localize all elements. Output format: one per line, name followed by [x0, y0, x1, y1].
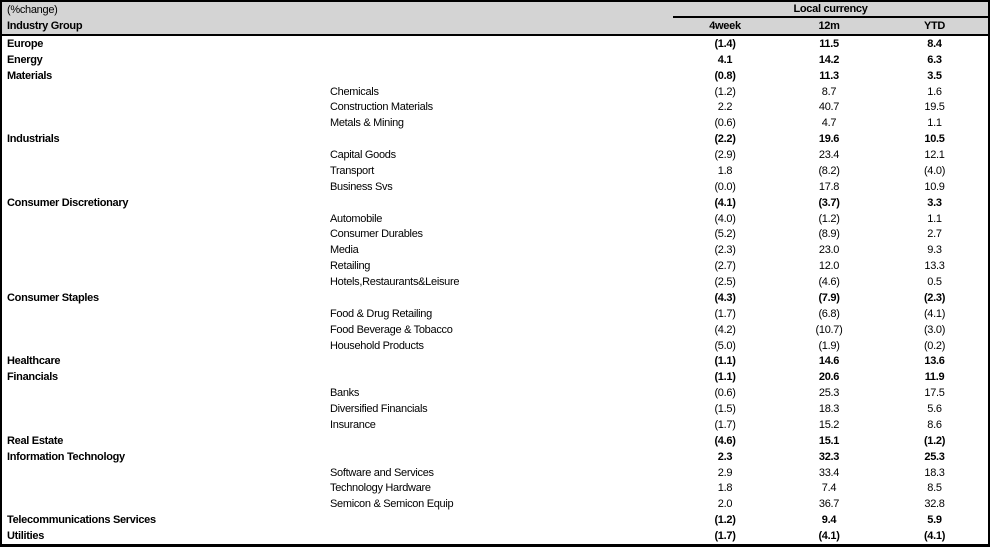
- table-header: [2, 2, 988, 36]
- sub-industry-row: [2, 227, 988, 243]
- row-label: Capital Goods: [330, 149, 396, 162]
- value-ytd: 17.5: [924, 387, 945, 400]
- industry-group-row: [2, 433, 988, 449]
- value-ytd: 6.3: [927, 53, 942, 66]
- sub-industry-row: [2, 306, 988, 322]
- value-ytd: 10.5: [924, 133, 945, 146]
- value-4week: (1.1): [714, 355, 736, 368]
- sub-industry-row: [2, 84, 988, 100]
- value-4week: (0.0): [714, 180, 736, 193]
- value-12m: 23.0: [818, 244, 840, 257]
- sub-industry-row: [2, 481, 988, 497]
- industry-group-row: [2, 354, 988, 370]
- value-ytd: (4.0): [923, 164, 946, 177]
- value-ytd: 0.5: [927, 276, 942, 289]
- industry-group-row: [2, 195, 988, 211]
- sub-industry-row: [2, 401, 988, 417]
- value-4week: (5.2): [714, 228, 736, 241]
- value-ytd: 13.6: [924, 355, 945, 368]
- value-12m: 19.6: [818, 133, 840, 146]
- row-label: Insurance: [330, 418, 376, 431]
- row-label: Retailing: [330, 260, 371, 273]
- row-label: Metals & Mining: [330, 117, 404, 130]
- value-ytd: 2.7: [927, 228, 942, 241]
- value-4week: (0.8): [714, 69, 736, 82]
- value-ytd: (0.2): [923, 339, 946, 352]
- row-label: Banks: [330, 387, 360, 400]
- industry-group-row: [2, 512, 988, 528]
- industry-group-row: [2, 528, 988, 544]
- sub-industry-row: [2, 179, 988, 195]
- value-4week: (4.3): [714, 291, 736, 304]
- value-ytd: 1.1: [927, 117, 942, 130]
- value-12m: (6.8): [818, 307, 840, 320]
- value-ytd: (1.2): [923, 434, 946, 447]
- value-ytd: (2.3): [923, 291, 946, 304]
- value-ytd: 12.1: [924, 149, 945, 162]
- sub-industry-row: [2, 147, 988, 163]
- sub-industry-row: [2, 100, 988, 116]
- row-label: Real Estate: [7, 434, 64, 447]
- value-12m: (7.9): [818, 291, 840, 304]
- value-ytd: (4.1): [923, 530, 946, 543]
- value-4week: (1.4): [714, 37, 736, 50]
- value-4week: (1.7): [714, 418, 736, 431]
- row-label: Consumer Durables: [330, 228, 423, 241]
- value-4week: (1.5): [714, 403, 736, 416]
- value-12m: 20.6: [818, 371, 840, 384]
- value-12m: (3.7): [818, 196, 840, 209]
- industry-group-row: [2, 131, 988, 147]
- value-12m: (1.9): [818, 339, 840, 352]
- value-ytd: 32.8: [924, 498, 945, 511]
- value-4week: (2.7): [714, 260, 736, 273]
- value-4week: (4.1): [714, 196, 736, 209]
- value-4week: (2.2): [714, 133, 736, 146]
- value-12m: 15.2: [818, 418, 840, 431]
- value-ytd: (3.0): [923, 323, 946, 336]
- row-label: Hotels,Restaurants&Leisure: [330, 276, 460, 289]
- value-12m: 11.5: [819, 37, 839, 50]
- value-4week: 2.3: [717, 450, 733, 463]
- value-12m: (4.6): [818, 276, 840, 289]
- value-ytd: 10.9: [924, 180, 945, 193]
- value-12m: (8.2): [818, 164, 840, 177]
- value-4week: (4.2): [714, 323, 736, 336]
- value-ytd: (4.1): [923, 307, 946, 320]
- value-4week: (1.7): [714, 307, 736, 320]
- value-ytd: 11.9: [924, 371, 945, 384]
- header-row-columns: [2, 18, 988, 34]
- value-12m: (4.1): [818, 530, 840, 543]
- value-4week: (2.9): [714, 149, 736, 162]
- percent-change-label: (%change): [7, 4, 58, 16]
- value-12m: 4.7: [821, 117, 837, 130]
- local-currency-header: Local currency: [673, 2, 988, 18]
- sub-industry-row: [2, 163, 988, 179]
- value-ytd: 19.5: [924, 101, 945, 114]
- sub-industry-row: [2, 211, 988, 227]
- row-label: Technology Hardware: [330, 482, 431, 495]
- row-label: Europe: [7, 37, 44, 50]
- value-12m: 15.1: [818, 434, 840, 447]
- sub-industry-row: [2, 274, 988, 290]
- value-4week: (2.5): [714, 276, 736, 289]
- value-12m: 11.3: [819, 69, 839, 82]
- sub-industry-row: [2, 242, 988, 258]
- row-label: Media: [330, 244, 359, 257]
- row-label: Industrials: [7, 133, 60, 146]
- value-ytd: 25.3: [924, 450, 945, 463]
- value-ytd: 1.1: [927, 212, 942, 225]
- value-4week: (1.2): [714, 85, 736, 98]
- header-row-currency: [2, 2, 988, 18]
- value-4week: (4.0): [714, 212, 736, 225]
- sub-industry-row: [2, 385, 988, 401]
- value-12m: (8.9): [818, 228, 840, 241]
- value-4week: 1.8: [717, 482, 733, 495]
- industry-group-row: [2, 290, 988, 306]
- sub-industry-row: [2, 465, 988, 481]
- row-label: Transport: [330, 164, 374, 177]
- value-4week: (5.0): [714, 339, 736, 352]
- industry-group-row: [2, 36, 988, 52]
- value-4week: 4.1: [717, 53, 733, 66]
- value-12m: 7.4: [821, 482, 837, 495]
- value-ytd: 18.3: [924, 466, 945, 479]
- sub-industry-row: [2, 258, 988, 274]
- value-4week: (4.6): [714, 434, 736, 447]
- row-label: Consumer Discretionary: [7, 196, 129, 209]
- value-4week: 1.8: [717, 164, 733, 177]
- column-header-4week: 4week: [709, 20, 741, 32]
- row-label: Semicon & Semicon Equip: [330, 498, 454, 511]
- value-4week: 2.2: [717, 101, 733, 114]
- value-4week: (1.7): [714, 530, 736, 543]
- industry-group-row: [2, 68, 988, 84]
- row-label: Automobile: [330, 212, 383, 225]
- row-label: Materials: [7, 69, 52, 82]
- value-12m: 40.7: [818, 101, 840, 114]
- sub-industry-row: [2, 338, 988, 354]
- value-ytd: 8.4: [927, 37, 942, 50]
- value-12m: 36.7: [818, 498, 840, 511]
- value-12m: 14.2: [818, 53, 840, 66]
- column-header-12m: 12m: [818, 20, 840, 32]
- sub-industry-row: [2, 496, 988, 512]
- value-12m: (10.7): [815, 323, 843, 336]
- row-label: Consumer Staples: [7, 291, 99, 304]
- row-label: Diversified Financials: [330, 403, 428, 416]
- value-4week: 2.9: [717, 466, 733, 479]
- value-4week: 2.0: [717, 498, 733, 511]
- value-ytd: 1.6: [927, 85, 942, 98]
- row-label: Business Svs: [330, 180, 393, 193]
- value-12m: 33.4: [818, 466, 840, 479]
- row-label: Information Technology: [7, 450, 125, 463]
- value-4week: (0.6): [714, 117, 736, 130]
- value-4week: (1.1): [714, 371, 736, 384]
- row-label: Construction Materials: [330, 101, 433, 114]
- row-label: Food & Drug Retailing: [330, 307, 432, 320]
- column-header-ytd: YTD: [923, 20, 946, 32]
- row-label: Software and Services: [330, 466, 434, 479]
- value-ytd: 9.3: [927, 244, 942, 257]
- value-4week: (0.6): [714, 387, 736, 400]
- value-12m: 12.0: [818, 260, 840, 273]
- sub-industry-row: [2, 417, 988, 433]
- sub-industry-row: [2, 322, 988, 338]
- value-12m: 14.6: [818, 355, 840, 368]
- industry-group-header: Industry Group: [7, 20, 83, 32]
- value-12m: 25.3: [818, 387, 840, 400]
- value-12m: 18.3: [818, 403, 840, 416]
- value-ytd: 13.3: [924, 260, 945, 273]
- value-12m: 23.4: [818, 149, 840, 162]
- value-4week: (2.3): [714, 244, 736, 257]
- value-12m: 8.7: [821, 85, 837, 98]
- value-12m: 9.4: [821, 514, 837, 527]
- value-ytd: 8.6: [927, 418, 942, 431]
- value-ytd: 5.9: [927, 514, 942, 527]
- value-12m: 17.8: [818, 180, 840, 193]
- row-label: Financials: [7, 371, 58, 384]
- value-12m: 32.3: [818, 450, 840, 463]
- value-12m: (1.2): [818, 212, 840, 225]
- value-4week: (1.2): [714, 514, 736, 527]
- row-label: Healthcare: [7, 355, 61, 368]
- row-label: Household Products: [330, 339, 424, 352]
- row-label: Utilities: [7, 530, 45, 543]
- sub-industry-row: [2, 115, 988, 131]
- row-label: Food Beverage & Tobacco: [330, 323, 453, 336]
- value-ytd: 8.5: [927, 482, 942, 495]
- value-ytd: 3.3: [927, 196, 942, 209]
- industry-group-row: [2, 369, 988, 385]
- table-body: [2, 36, 988, 544]
- industry-group-row: [2, 449, 988, 465]
- row-label: Energy: [7, 53, 43, 66]
- row-label: Chemicals: [330, 85, 379, 98]
- value-ytd: 5.6: [927, 403, 942, 416]
- value-ytd: 3.5: [927, 69, 942, 82]
- industry-group-row: [2, 52, 988, 68]
- row-label: Telecommunications Services: [7, 514, 156, 527]
